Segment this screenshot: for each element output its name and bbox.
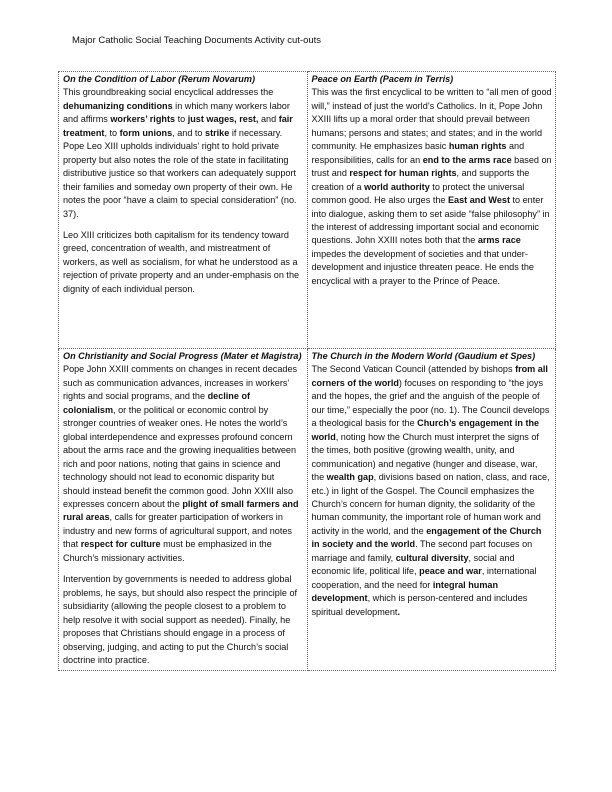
emphasized-term: strike [205, 127, 230, 138]
cutout-card-gaudium-et-spes [307, 349, 556, 671]
text-run: Intervention by governments is needed to address global problems, he says, but should also respect the principle of subsidiarity (allowing the people closest to a problem to help resolve it with social support as needed). Finally, he proposes that Christians should engage in a process of observing, judging, and acting to put the Church’s social doctrine into practice. [63, 574, 298, 665]
text-run: , calls for greater participation of workers in industry and new forms of agricultural support, and notes that [63, 512, 292, 550]
emphasized-term: integral human development [311, 579, 499, 604]
card-paragraph [312, 363, 553, 619]
text-run: based on trust and [311, 154, 552, 179]
text-run: Leo XIII criticizes both capitalism for its tendency toward greed, concentration of wealth, and mistreatment of workers, as well as socialism, for what he understood as a rejection of private property and an under-emphasis on the dignity of each individual person. [63, 229, 300, 294]
text-run: if necessary. Pope Leo XIII upholds individuals’ right to hold private property but also notes the role of the state in facilitating distributive justice so that workers can adequately support their families and someday own property of their own. He notes the poor “have a claim to special consideration” (no. 37). [63, 127, 297, 219]
text-run: , and supports the creation of a [311, 168, 530, 192]
emphasized-term: East and West [447, 195, 510, 206]
card-title: On Christianity and Social Progress (Mater et Magistra) [63, 351, 302, 361]
emphasized-term: dehumanizing conditions [63, 100, 173, 111]
emphasized-term: . [397, 606, 400, 617]
text-run: . The second part focuses on marriage and family, [311, 539, 533, 563]
text-run: to enter into dialogue, asking them to set aside “false philosophy” in the interest of addressing important social and economic questions. John XXIII notes both that the [311, 195, 550, 246]
text-run: , divisions based on nation, class, and race, etc.) in light of the Gospel. The Council emphasizes the Church’s concern for human dignity, the solidarity of the human community, the important role of human work and activity in the world, and the [311, 472, 550, 536]
text-run: to [175, 114, 188, 125]
cutout-grid [58, 71, 556, 671]
text-run: Pope John XXIII comments on changes in recent decades such as communication advances, increases in workers’ rights and social programs, and the [63, 364, 298, 402]
text-run: , international cooperation, and the need for [311, 566, 537, 590]
cutout-card-mater-et-magistra [59, 349, 308, 671]
text-run: and [258, 114, 279, 125]
text-run: The Second Vatican Council (attended by bishops [311, 364, 516, 375]
emphasized-term: from all corners of the world [311, 364, 548, 388]
cutout-card-pacem-in-terris [307, 72, 556, 349]
emphasized-term: engagement of the Church in society and the world [311, 525, 542, 550]
page-header: Major Catholic Social Teaching Documents Activity cut-outs [72, 35, 322, 46]
card-paragraph [312, 86, 553, 288]
card-paragraph [63, 573, 304, 667]
text-run: This groundbreaking social encyclical addresses the [63, 87, 274, 98]
emphasized-term: workers’ rights [110, 114, 176, 125]
card-paragraph [63, 350, 304, 565]
emphasized-term: fair treatment [63, 114, 293, 138]
emphasized-term: wealth gap [326, 472, 374, 483]
emphasized-term: just wages, rest, [187, 114, 259, 125]
text-run: to protect the universal common good. He also urges the [311, 181, 525, 206]
emphasized-term: world authority [364, 181, 430, 192]
emphasized-term: respect for culture [80, 539, 161, 550]
card-title: On the Condition of Labor (Rerum Novarum) [63, 74, 255, 84]
text-run: This was the first encyclical to be written to “all men of good will,” instead of just the world’s Catholics. In it, Pope John XXIII lifts up a moral order that should prevail between humans; persons and states; and states; and in the world community. He emphasizes basic [311, 87, 552, 152]
text-run: , or the political or economic control by stronger countries of weaker ones. He notes the world’s global interdependence and expresses profound concern about the arms race and the growing inequalities between rich and poor nations, noting that gains in science and technology should not lead to economic disparity but should instead benefit the common good. John XXIII also expresses concern about the [63, 404, 297, 509]
card-body [312, 86, 553, 288]
emphasized-term: end to the arms race [422, 154, 512, 165]
text-run: , and to [172, 127, 206, 138]
emphasized-term: respect for human rights [349, 168, 457, 179]
emphasized-term: human rights [448, 141, 507, 152]
emphasized-term: arms race [477, 235, 521, 246]
text-run: ) focuses on responding to “the joys and the hopes, the grief and the anguish of the people of our time,” especially the poor (no. 1). The Council develops a theological basis for the [311, 377, 550, 429]
text-run: and responsibilities, calls for an [311, 141, 525, 165]
emphasized-term: decline of colonialism [63, 391, 251, 415]
text-run: , to [104, 127, 120, 138]
emphasized-term: form unions [119, 127, 173, 138]
text-run: , which is person-centered and includes spiritual development [311, 593, 528, 617]
card-title: Peace on Earth (Pacem in Terris) [311, 74, 454, 84]
emphasized-term: Church’s engagement in the world [311, 418, 540, 442]
card-body [63, 86, 304, 296]
emphasized-term: cultural diversity [395, 552, 469, 563]
text-run: in which many workers labor and affirms [63, 100, 290, 125]
card-body [63, 350, 304, 667]
cutout-card-rerum-novarum [59, 72, 308, 349]
text-run: , social and economic life, political life, [311, 552, 515, 577]
card-paragraph [63, 86, 304, 221]
text-run: , noting how the Church must interpret the signs of the times, both positive (growing wealth, unity, and communication) and negative (hunger and disease, war, the [311, 431, 539, 483]
text-run: must be emphasized in the Church’s missionary activities. [63, 539, 272, 563]
text-run: impedes the development of societies and that under-development and injustice threaten peace. He ends the encyclical with a prayer to the Prince of Peace. [311, 248, 534, 286]
emphasized-term: peace and war [419, 566, 482, 577]
card-paragraph [63, 229, 304, 296]
card-body [312, 363, 553, 619]
emphasized-term: plight of small farmers and rural areas [63, 498, 299, 523]
card-title: The Church in the Modern World (Gaudium et Spes) [311, 351, 536, 361]
